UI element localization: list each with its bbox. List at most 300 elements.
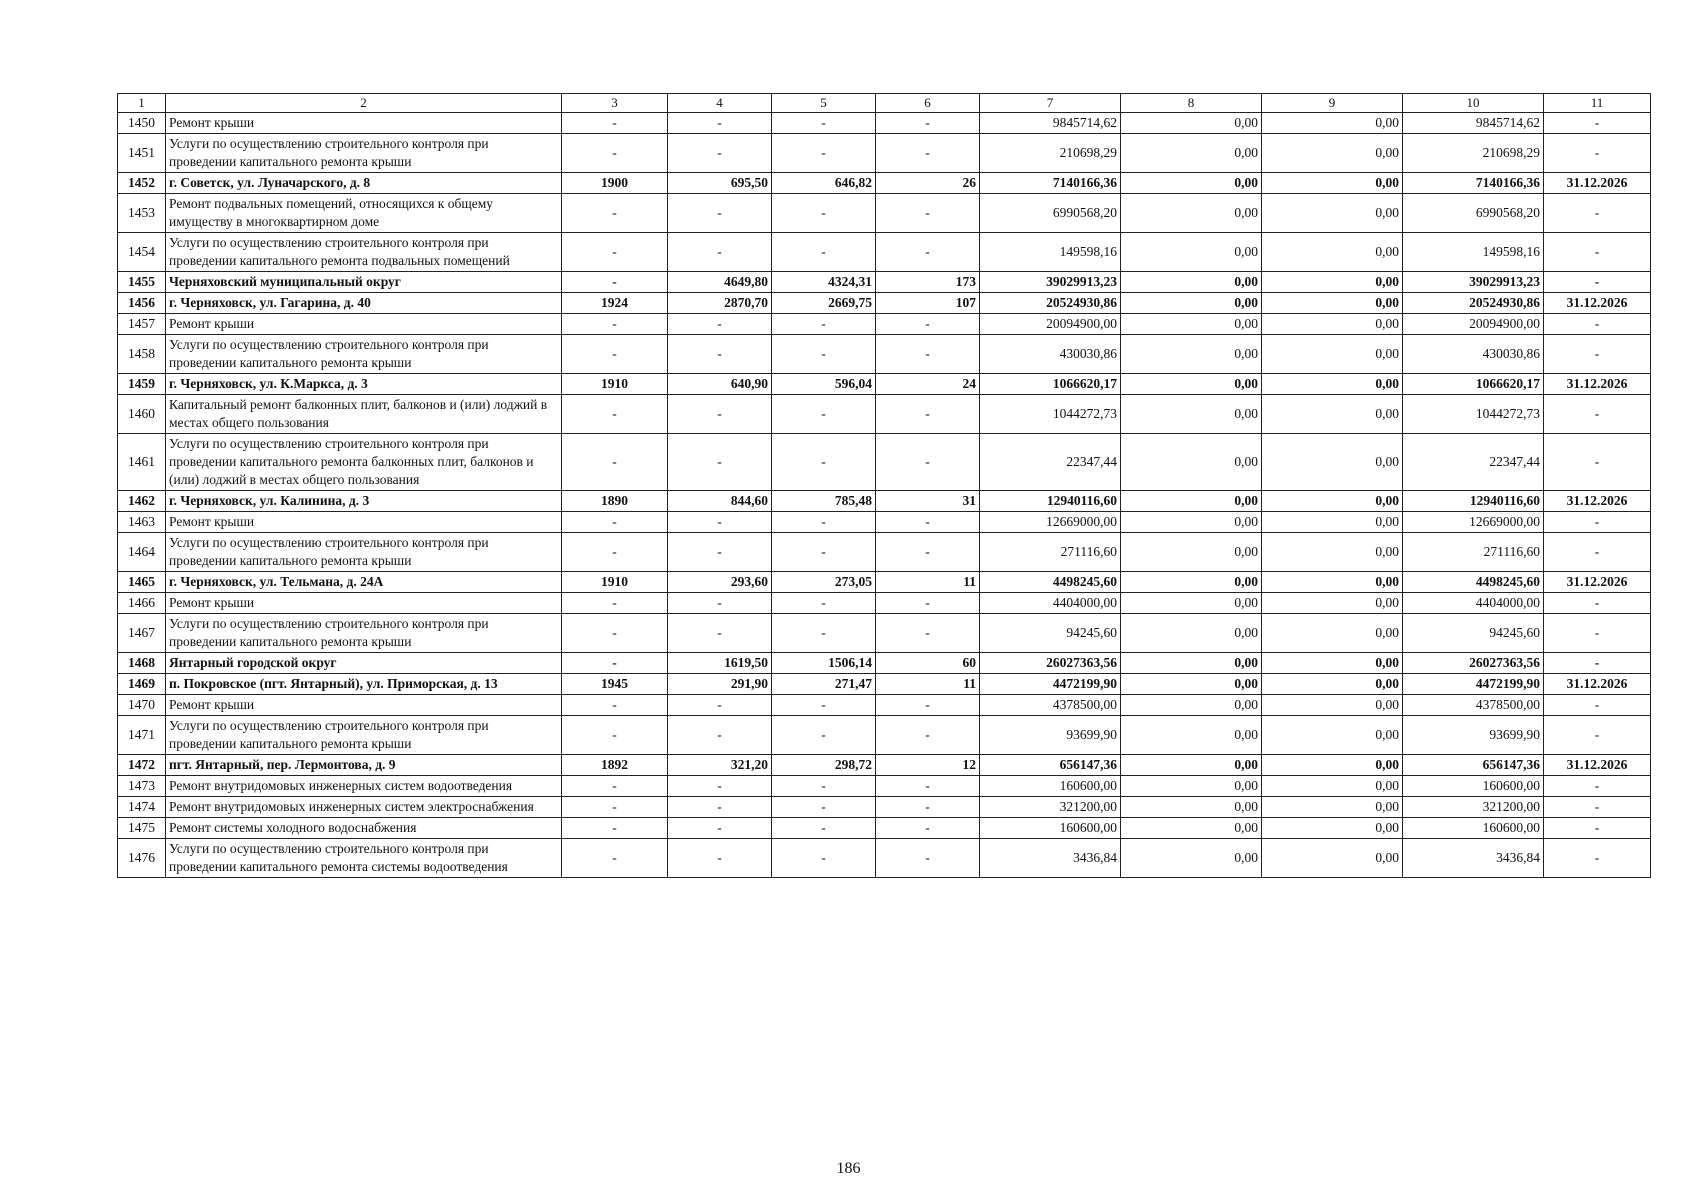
cell-owners-cost: 4472199,90 xyxy=(1403,674,1544,695)
cell-deadline: - xyxy=(1544,512,1651,533)
cell-year-built: - xyxy=(562,335,668,374)
cell-living-area: - xyxy=(772,797,876,818)
cell-year-built: 1945 xyxy=(562,674,668,695)
cell-fund-cost: 0,00 xyxy=(1121,395,1262,434)
cell-owners-cost: 26027363,56 xyxy=(1403,653,1544,674)
table-row-object xyxy=(118,572,1651,593)
cell-fund-cost: 0,00 xyxy=(1121,614,1262,653)
column-header-5: 5 xyxy=(772,94,876,113)
cell-budget-cost: 0,00 xyxy=(1262,293,1403,314)
cell-living-area: 1506,14 xyxy=(772,653,876,674)
cell-deadline: 31.12.2026 xyxy=(1544,374,1651,395)
table-row-work xyxy=(118,797,1651,818)
cell-owners-cost: 39029913,23 xyxy=(1403,272,1544,293)
cell-fund-cost: 0,00 xyxy=(1121,293,1262,314)
cell-item-name: Услуги по осуществлению строительного контроля при проведении капитального ремонта подвальных помещений xyxy=(166,233,562,272)
cell-item-name: Ремонт крыши xyxy=(166,512,562,533)
cell-residents: - xyxy=(876,314,980,335)
column-header-11: 11 xyxy=(1544,94,1651,113)
cell-year-built: - xyxy=(562,839,668,878)
cell-budget-cost: 0,00 xyxy=(1262,797,1403,818)
cell-residents: - xyxy=(876,776,980,797)
cell-deadline: - xyxy=(1544,314,1651,335)
cell-row-number: 1463 xyxy=(118,512,166,533)
cell-total-area: 4649,80 xyxy=(668,272,772,293)
cell-fund-cost: 0,00 xyxy=(1121,776,1262,797)
cell-year-built: - xyxy=(562,395,668,434)
cell-living-area: - xyxy=(772,314,876,335)
cell-year-built: - xyxy=(562,818,668,839)
table-row-work xyxy=(118,434,1651,491)
cell-deadline: - xyxy=(1544,335,1651,374)
cell-row-number: 1473 xyxy=(118,776,166,797)
cell-item-name: г. Черняховск, ул. К.Маркса, д. 3 xyxy=(166,374,562,395)
cell-row-number: 1476 xyxy=(118,839,166,878)
cell-total-area: - xyxy=(668,434,772,491)
cell-residents: 173 xyxy=(876,272,980,293)
cell-row-number: 1469 xyxy=(118,674,166,695)
cell-living-area: - xyxy=(772,593,876,614)
cell-living-area: - xyxy=(772,194,876,233)
cell-deadline: - xyxy=(1544,272,1651,293)
cell-total-cost: 20524930,86 xyxy=(980,293,1121,314)
table-row-work xyxy=(118,113,1651,134)
table-row-work xyxy=(118,194,1651,233)
cell-living-area: 596,04 xyxy=(772,374,876,395)
cell-budget-cost: 0,00 xyxy=(1262,434,1403,491)
cell-owners-cost: 4404000,00 xyxy=(1403,593,1544,614)
cell-row-number: 1457 xyxy=(118,314,166,335)
cell-deadline: - xyxy=(1544,134,1651,173)
cell-residents: - xyxy=(876,593,980,614)
cell-total-area: - xyxy=(668,194,772,233)
cell-residents: - xyxy=(876,395,980,434)
cell-owners-cost: 20524930,86 xyxy=(1403,293,1544,314)
cell-residents: - xyxy=(876,818,980,839)
cell-total-cost: 9845714,62 xyxy=(980,113,1121,134)
cell-item-name: Ремонт подвальных помещений, относящихся к общему имуществу в многоквартирном доме xyxy=(166,194,562,233)
cell-year-built: - xyxy=(562,134,668,173)
table-row-work xyxy=(118,335,1651,374)
cell-fund-cost: 0,00 xyxy=(1121,818,1262,839)
cell-deadline: - xyxy=(1544,818,1651,839)
cell-deadline: - xyxy=(1544,695,1651,716)
cell-deadline: - xyxy=(1544,614,1651,653)
cell-budget-cost: 0,00 xyxy=(1262,272,1403,293)
table-row-object xyxy=(118,755,1651,776)
cell-fund-cost: 0,00 xyxy=(1121,173,1262,194)
cell-total-area: - xyxy=(668,818,772,839)
column-header-7: 7 xyxy=(980,94,1121,113)
cell-row-number: 1471 xyxy=(118,716,166,755)
cell-item-name: Ремонт внутридомовых инженерных систем водоотведения xyxy=(166,776,562,797)
cell-fund-cost: 0,00 xyxy=(1121,113,1262,134)
cell-owners-cost: 93699,90 xyxy=(1403,716,1544,755)
cell-owners-cost: 656147,36 xyxy=(1403,755,1544,776)
cell-year-built: - xyxy=(562,233,668,272)
cell-budget-cost: 0,00 xyxy=(1262,134,1403,173)
table-body xyxy=(118,113,1651,878)
cell-total-area: - xyxy=(668,335,772,374)
cell-residents: 26 xyxy=(876,173,980,194)
cell-row-number: 1474 xyxy=(118,797,166,818)
cell-item-name: г. Черняховск, ул. Калинина, д. 3 xyxy=(166,491,562,512)
cell-year-built: - xyxy=(562,614,668,653)
cell-residents: 11 xyxy=(876,572,980,593)
cell-total-cost: 430030,86 xyxy=(980,335,1121,374)
table-row-work xyxy=(118,818,1651,839)
table-row-object xyxy=(118,173,1651,194)
cell-total-cost: 4472199,90 xyxy=(980,674,1121,695)
cell-owners-cost: 1066620,17 xyxy=(1403,374,1544,395)
cell-owners-cost: 12669000,00 xyxy=(1403,512,1544,533)
page-number: 186 xyxy=(836,1160,861,1177)
cell-fund-cost: 0,00 xyxy=(1121,194,1262,233)
table-row-work xyxy=(118,716,1651,755)
cell-total-cost: 1044272,73 xyxy=(980,395,1121,434)
cell-row-number: 1452 xyxy=(118,173,166,194)
cell-year-built: 1910 xyxy=(562,374,668,395)
cell-total-area: - xyxy=(668,614,772,653)
column-header-10: 10 xyxy=(1403,94,1544,113)
cell-budget-cost: 0,00 xyxy=(1262,818,1403,839)
cell-owners-cost: 160600,00 xyxy=(1403,818,1544,839)
cell-living-area: - xyxy=(772,512,876,533)
cell-living-area: 273,05 xyxy=(772,572,876,593)
cell-owners-cost: 94245,60 xyxy=(1403,614,1544,653)
cell-residents: - xyxy=(876,233,980,272)
cell-owners-cost: 430030,86 xyxy=(1403,335,1544,374)
cell-deadline: - xyxy=(1544,839,1651,878)
table-row-work xyxy=(118,776,1651,797)
cell-item-name: пгт. Янтарный, пер. Лермонтова, д. 9 xyxy=(166,755,562,776)
cell-row-number: 1468 xyxy=(118,653,166,674)
cell-row-number: 1461 xyxy=(118,434,166,491)
cell-total-area: - xyxy=(668,512,772,533)
cell-row-number: 1467 xyxy=(118,614,166,653)
cell-deadline: - xyxy=(1544,233,1651,272)
cell-item-name: г. Черняховск, ул. Гагарина, д. 40 xyxy=(166,293,562,314)
column-header-6: 6 xyxy=(876,94,980,113)
table-row-work xyxy=(118,512,1651,533)
cell-living-area: - xyxy=(772,134,876,173)
cell-total-area: 640,90 xyxy=(668,374,772,395)
cell-residents: - xyxy=(876,797,980,818)
cell-total-area: - xyxy=(668,797,772,818)
cell-total-area: - xyxy=(668,776,772,797)
cell-year-built: - xyxy=(562,434,668,491)
cell-fund-cost: 0,00 xyxy=(1121,374,1262,395)
cell-budget-cost: 0,00 xyxy=(1262,716,1403,755)
cell-owners-cost: 4498245,60 xyxy=(1403,572,1544,593)
cell-year-built: - xyxy=(562,194,668,233)
table-row-work xyxy=(118,314,1651,335)
cell-row-number: 1455 xyxy=(118,272,166,293)
cell-fund-cost: 0,00 xyxy=(1121,533,1262,572)
cell-living-area: 271,47 xyxy=(772,674,876,695)
cell-year-built: - xyxy=(562,512,668,533)
cell-owners-cost: 12940116,60 xyxy=(1403,491,1544,512)
cell-total-area: 321,20 xyxy=(668,755,772,776)
cell-living-area: - xyxy=(772,395,876,434)
repair-program-table xyxy=(117,93,1651,878)
cell-total-cost: 656147,36 xyxy=(980,755,1121,776)
table-row-work xyxy=(118,593,1651,614)
cell-total-area: 844,60 xyxy=(668,491,772,512)
cell-residents: - xyxy=(876,839,980,878)
cell-item-name: Услуги по осуществлению строительного контроля при проведении капитального ремонта крыши xyxy=(166,614,562,653)
cell-item-name: Ремонт крыши xyxy=(166,314,562,335)
table-row-object xyxy=(118,653,1651,674)
cell-total-area: 291,90 xyxy=(668,674,772,695)
cell-budget-cost: 0,00 xyxy=(1262,839,1403,878)
cell-item-name: Услуги по осуществлению строительного контроля при проведении капитального ремонта крыши xyxy=(166,335,562,374)
cell-total-area: 1619,50 xyxy=(668,653,772,674)
cell-row-number: 1456 xyxy=(118,293,166,314)
cell-row-number: 1458 xyxy=(118,335,166,374)
cell-fund-cost: 0,00 xyxy=(1121,272,1262,293)
cell-item-name: Услуги по осуществлению строительного контроля при проведении капитального ремонта крыши xyxy=(166,134,562,173)
cell-total-cost: 271116,60 xyxy=(980,533,1121,572)
cell-total-cost: 94245,60 xyxy=(980,614,1121,653)
cell-budget-cost: 0,00 xyxy=(1262,572,1403,593)
cell-item-name: Ремонт внутридомовых инженерных систем электроснабжения xyxy=(166,797,562,818)
cell-row-number: 1462 xyxy=(118,491,166,512)
cell-total-cost: 210698,29 xyxy=(980,134,1121,173)
cell-item-name: г. Советск, ул. Луначарского, д. 8 xyxy=(166,173,562,194)
cell-living-area: - xyxy=(772,716,876,755)
cell-fund-cost: 0,00 xyxy=(1121,674,1262,695)
cell-fund-cost: 0,00 xyxy=(1121,695,1262,716)
cell-total-area: - xyxy=(668,533,772,572)
cell-total-cost: 149598,16 xyxy=(980,233,1121,272)
cell-owners-cost: 9845714,62 xyxy=(1403,113,1544,134)
cell-total-cost: 12669000,00 xyxy=(980,512,1121,533)
cell-fund-cost: 0,00 xyxy=(1121,653,1262,674)
cell-total-cost: 39029913,23 xyxy=(980,272,1121,293)
cell-budget-cost: 0,00 xyxy=(1262,233,1403,272)
table-row-object xyxy=(118,272,1651,293)
cell-total-area: - xyxy=(668,593,772,614)
cell-total-cost: 12940116,60 xyxy=(980,491,1121,512)
cell-fund-cost: 0,00 xyxy=(1121,839,1262,878)
table-row-work xyxy=(118,233,1651,272)
cell-item-name: Янтарный городской округ xyxy=(166,653,562,674)
cell-budget-cost: 0,00 xyxy=(1262,374,1403,395)
cell-total-cost: 20094900,00 xyxy=(980,314,1121,335)
table-row-work xyxy=(118,134,1651,173)
cell-budget-cost: 0,00 xyxy=(1262,674,1403,695)
cell-row-number: 1451 xyxy=(118,134,166,173)
cell-fund-cost: 0,00 xyxy=(1121,716,1262,755)
column-header-8: 8 xyxy=(1121,94,1262,113)
cell-total-area: - xyxy=(668,716,772,755)
cell-row-number: 1450 xyxy=(118,113,166,134)
cell-living-area: - xyxy=(772,533,876,572)
cell-budget-cost: 0,00 xyxy=(1262,335,1403,374)
cell-budget-cost: 0,00 xyxy=(1262,776,1403,797)
cell-living-area: - xyxy=(772,695,876,716)
cell-deadline: - xyxy=(1544,533,1651,572)
cell-total-cost: 22347,44 xyxy=(980,434,1121,491)
cell-item-name: Услуги по осуществлению строительного контроля при проведении капитального ремонта крыши xyxy=(166,533,562,572)
cell-total-area: 293,60 xyxy=(668,572,772,593)
cell-owners-cost: 321200,00 xyxy=(1403,797,1544,818)
cell-item-name: Капитальный ремонт балконных плит, балконов и (или) лоджий в местах общего пользования xyxy=(166,395,562,434)
cell-year-built: - xyxy=(562,533,668,572)
cell-living-area: - xyxy=(772,614,876,653)
cell-fund-cost: 0,00 xyxy=(1121,233,1262,272)
cell-row-number: 1466 xyxy=(118,593,166,614)
cell-owners-cost: 210698,29 xyxy=(1403,134,1544,173)
column-header-3: 3 xyxy=(562,94,668,113)
cell-deadline: - xyxy=(1544,776,1651,797)
cell-total-area: - xyxy=(668,395,772,434)
cell-total-area: - xyxy=(668,113,772,134)
cell-budget-cost: 0,00 xyxy=(1262,491,1403,512)
cell-item-name: Ремонт системы холодного водоснабжения xyxy=(166,818,562,839)
cell-total-cost: 160600,00 xyxy=(980,776,1121,797)
cell-year-built: - xyxy=(562,272,668,293)
cell-residents: - xyxy=(876,434,980,491)
cell-fund-cost: 0,00 xyxy=(1121,314,1262,335)
column-header-4: 4 xyxy=(668,94,772,113)
cell-deadline: - xyxy=(1544,194,1651,233)
cell-fund-cost: 0,00 xyxy=(1121,434,1262,491)
cell-deadline: 31.12.2026 xyxy=(1544,674,1651,695)
cell-fund-cost: 0,00 xyxy=(1121,755,1262,776)
cell-item-name: Черняховский муниципальный округ xyxy=(166,272,562,293)
cell-total-cost: 321200,00 xyxy=(980,797,1121,818)
cell-residents: - xyxy=(876,512,980,533)
cell-deadline: 31.12.2026 xyxy=(1544,173,1651,194)
cell-total-area: 2870,70 xyxy=(668,293,772,314)
table-row-work xyxy=(118,614,1651,653)
cell-residents: 60 xyxy=(876,653,980,674)
cell-item-name: г. Черняховск, ул. Тельмана, д. 24А xyxy=(166,572,562,593)
cell-budget-cost: 0,00 xyxy=(1262,314,1403,335)
cell-total-cost: 4404000,00 xyxy=(980,593,1121,614)
table-row-object xyxy=(118,674,1651,695)
cell-owners-cost: 271116,60 xyxy=(1403,533,1544,572)
cell-living-area: - xyxy=(772,335,876,374)
column-header-1: 1 xyxy=(118,94,166,113)
cell-year-built: - xyxy=(562,314,668,335)
cell-residents: - xyxy=(876,716,980,755)
cell-budget-cost: 0,00 xyxy=(1262,533,1403,572)
table-row-work xyxy=(118,533,1651,572)
cell-residents: - xyxy=(876,113,980,134)
cell-fund-cost: 0,00 xyxy=(1121,797,1262,818)
cell-year-built: - xyxy=(562,113,668,134)
cell-total-area: - xyxy=(668,233,772,272)
cell-deadline: - xyxy=(1544,434,1651,491)
column-number-row xyxy=(118,94,1651,113)
cell-total-cost: 26027363,56 xyxy=(980,653,1121,674)
cell-deadline: - xyxy=(1544,593,1651,614)
cell-item-name: Услуги по осуществлению строительного контроля при проведении капитального ремонта системы водоотведения xyxy=(166,839,562,878)
cell-living-area: - xyxy=(772,113,876,134)
cell-year-built: - xyxy=(562,797,668,818)
column-header-2: 2 xyxy=(166,94,562,113)
cell-row-number: 1472 xyxy=(118,755,166,776)
cell-deadline: 31.12.2026 xyxy=(1544,755,1651,776)
cell-owners-cost: 4378500,00 xyxy=(1403,695,1544,716)
cell-total-cost: 3436,84 xyxy=(980,839,1121,878)
cell-deadline: - xyxy=(1544,653,1651,674)
cell-year-built: - xyxy=(562,776,668,797)
cell-total-cost: 160600,00 xyxy=(980,818,1121,839)
cell-deadline: - xyxy=(1544,716,1651,755)
cell-year-built: 1890 xyxy=(562,491,668,512)
cell-year-built: 1892 xyxy=(562,755,668,776)
cell-total-area: - xyxy=(668,839,772,878)
cell-residents: 31 xyxy=(876,491,980,512)
cell-year-built: - xyxy=(562,593,668,614)
cell-residents: 11 xyxy=(876,674,980,695)
cell-budget-cost: 0,00 xyxy=(1262,695,1403,716)
cell-budget-cost: 0,00 xyxy=(1262,173,1403,194)
cell-fund-cost: 0,00 xyxy=(1121,491,1262,512)
cell-living-area: - xyxy=(772,233,876,272)
cell-living-area: 2669,75 xyxy=(772,293,876,314)
cell-total-area: - xyxy=(668,314,772,335)
table-row-work xyxy=(118,695,1651,716)
cell-living-area: - xyxy=(772,434,876,491)
cell-year-built: 1924 xyxy=(562,293,668,314)
cell-row-number: 1475 xyxy=(118,818,166,839)
cell-residents: - xyxy=(876,614,980,653)
cell-total-cost: 4498245,60 xyxy=(980,572,1121,593)
cell-row-number: 1453 xyxy=(118,194,166,233)
cell-budget-cost: 0,00 xyxy=(1262,395,1403,434)
cell-item-name: Услуги по осуществлению строительного контроля при проведении капитального ремонта балконных плит, балконов и (или) лоджий в местах общего пользования xyxy=(166,434,562,491)
cell-fund-cost: 0,00 xyxy=(1121,512,1262,533)
cell-owners-cost: 1044272,73 xyxy=(1403,395,1544,434)
cell-row-number: 1454 xyxy=(118,233,166,272)
table-row-object xyxy=(118,293,1651,314)
cell-living-area: 646,82 xyxy=(772,173,876,194)
cell-year-built: - xyxy=(562,716,668,755)
cell-item-name: Услуги по осуществлению строительного контроля при проведении капитального ремонта крыши xyxy=(166,716,562,755)
cell-deadline: - xyxy=(1544,395,1651,434)
cell-residents: - xyxy=(876,335,980,374)
cell-total-area: - xyxy=(668,695,772,716)
cell-budget-cost: 0,00 xyxy=(1262,113,1403,134)
cell-item-name: п. Покровское (пгт. Янтарный), ул. Приморская, д. 13 xyxy=(166,674,562,695)
cell-deadline: 31.12.2026 xyxy=(1544,572,1651,593)
cell-fund-cost: 0,00 xyxy=(1121,572,1262,593)
cell-row-number: 1465 xyxy=(118,572,166,593)
cell-total-area: - xyxy=(668,134,772,173)
cell-living-area: 298,72 xyxy=(772,755,876,776)
cell-deadline: 31.12.2026 xyxy=(1544,491,1651,512)
table-row-work xyxy=(118,839,1651,878)
cell-residents: 107 xyxy=(876,293,980,314)
cell-year-built: 1910 xyxy=(562,572,668,593)
cell-residents: - xyxy=(876,134,980,173)
cell-owners-cost: 22347,44 xyxy=(1403,434,1544,491)
cell-budget-cost: 0,00 xyxy=(1262,593,1403,614)
cell-total-cost: 93699,90 xyxy=(980,716,1121,755)
cell-budget-cost: 0,00 xyxy=(1262,512,1403,533)
cell-owners-cost: 149598,16 xyxy=(1403,233,1544,272)
cell-total-cost: 4378500,00 xyxy=(980,695,1121,716)
cell-item-name: Ремонт крыши xyxy=(166,113,562,134)
cell-residents: - xyxy=(876,695,980,716)
cell-row-number: 1470 xyxy=(118,695,166,716)
cell-budget-cost: 0,00 xyxy=(1262,194,1403,233)
